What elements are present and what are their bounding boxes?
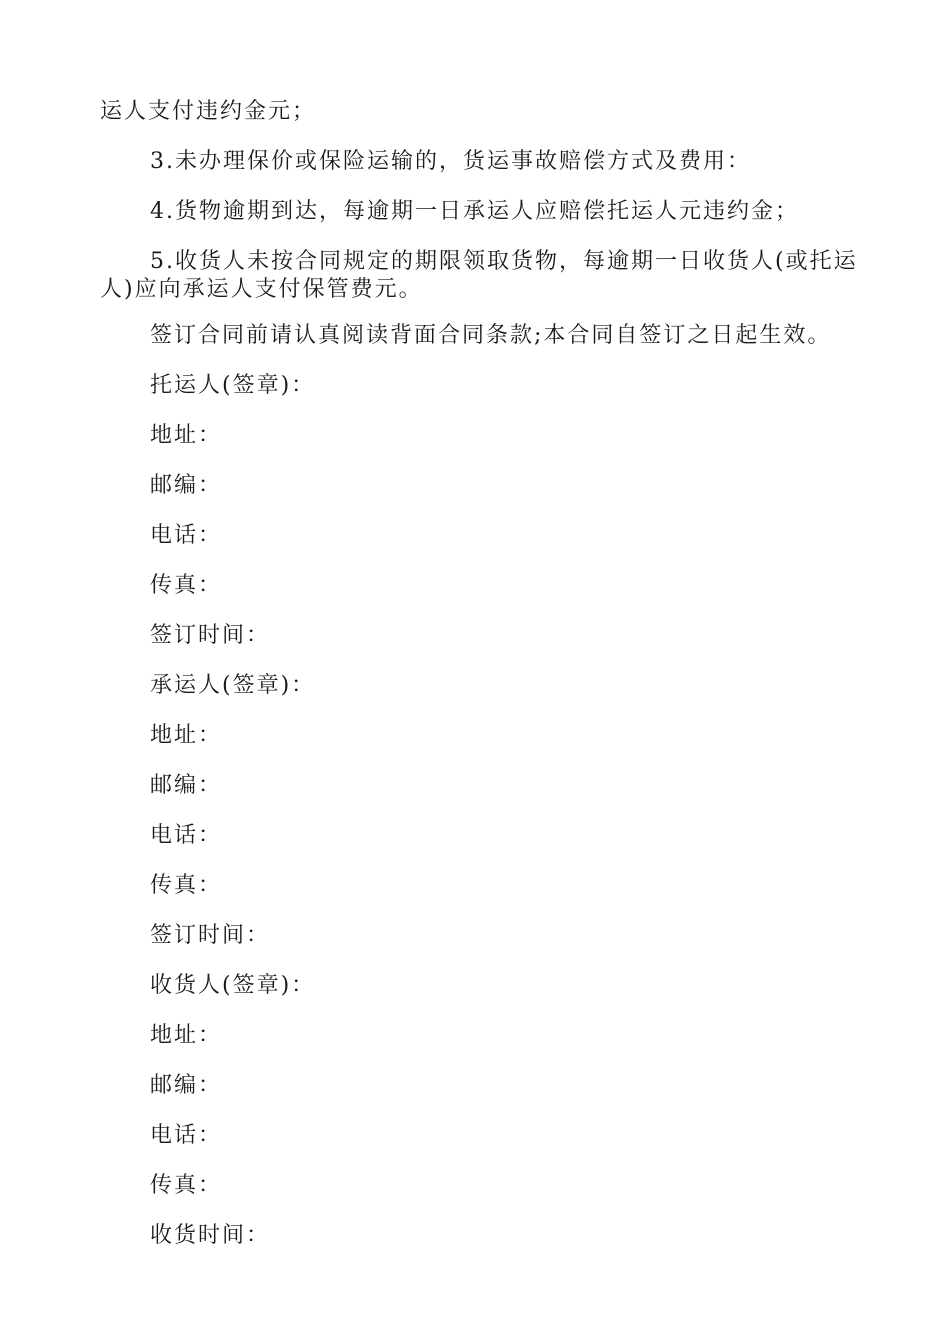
- shipper-postcode-label: 邮编：: [150, 473, 223, 498]
- carrier-signature-label: 承运人(签章)：: [150, 673, 316, 698]
- carrier-postcode-label: 邮编：: [150, 773, 223, 798]
- carrier-address-label: 地址：: [150, 723, 223, 748]
- shipper-sign-time-label: 签订时间：: [150, 623, 271, 648]
- consignee-receive-time-label: 收货时间：: [150, 1223, 271, 1248]
- consignee-address-label: 地址：: [150, 1023, 223, 1048]
- paragraph-notice: 签订合同前请认真阅读背面合同条款;本合同自签订之日起生效。: [150, 323, 832, 348]
- consignee-postcode-label: 邮编：: [150, 1073, 223, 1098]
- shipper-address-label: 地址：: [150, 423, 223, 448]
- shipper-fax-label: 传真：: [150, 573, 223, 598]
- consignee-signature-label: 收货人(签章)：: [150, 973, 316, 998]
- consignee-phone-label: 电话：: [150, 1123, 223, 1148]
- consignee-fax-label: 传真：: [150, 1173, 223, 1198]
- carrier-fax-label: 传真：: [150, 873, 223, 898]
- paragraph-penalty-continued: 运人支付违约金元；: [100, 99, 317, 124]
- paragraph-clause-5: 5.收货人未按合同规定的期限领取货物，每逾期一日收货人(或托运人)应向承运人支付保管费元。: [100, 249, 858, 302]
- shipper-phone-label: 电话：: [150, 523, 223, 548]
- shipper-signature-label: 托运人(签章)：: [150, 373, 316, 398]
- paragraph-clause-3: 3.未办理保价或保险运输的，货运事故赔偿方式及费用：: [150, 149, 751, 174]
- paragraph-clause-4: 4.货物逾期到达，每逾期一日承运人应赔偿托运人元违约金；: [150, 199, 799, 224]
- carrier-phone-label: 电话：: [150, 823, 223, 848]
- carrier-sign-time-label: 签订时间：: [150, 923, 271, 948]
